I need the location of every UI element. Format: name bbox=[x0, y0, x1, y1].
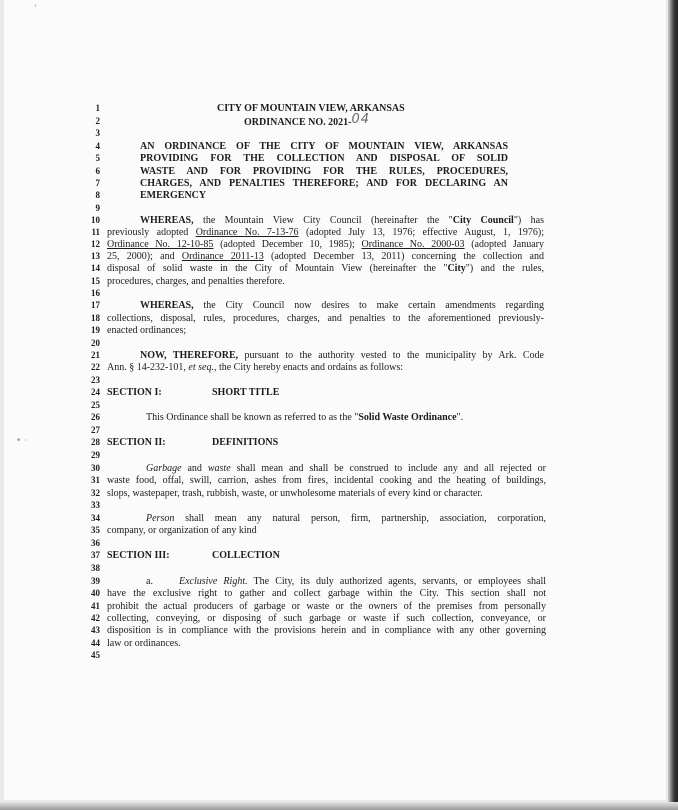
line-number: 9 bbox=[95, 203, 100, 213]
line-number: 2 bbox=[95, 116, 100, 126]
definition-line: slops, wastepaper, trash, rubbish, waste, or unwholesome materials of every kind or character. bbox=[107, 488, 483, 499]
line-number: 8 bbox=[95, 190, 100, 200]
line-number: 37 bbox=[91, 550, 100, 560]
therefore-paragraph-line: NOW, THEREFORE, pursuant to the authority vested to the municipality by Ark. Code bbox=[140, 350, 544, 361]
line-number: 27 bbox=[91, 425, 100, 435]
therefore-paragraph-line: Ann. § 14-232-101, et seq., the City hereby enacts and ordains as follows: bbox=[107, 362, 404, 373]
section-label: SECTION III: bbox=[107, 550, 170, 561]
ordinance-title-line: EMERGENCY bbox=[140, 190, 207, 201]
line-number: 5 bbox=[95, 153, 100, 163]
line-number: 10 bbox=[91, 215, 100, 225]
whereas-paragraph-line: collections, disposal, rules, procedures, charges, and penalties to the aforementioned previously- bbox=[107, 313, 544, 324]
ordinance-title-line: WASTE AND FOR PROVIDING FOR THE RULES, PROCEDURES, bbox=[140, 166, 508, 177]
line-number: 34 bbox=[91, 513, 100, 523]
whereas-paragraph-line: enacted ordinances; bbox=[107, 325, 187, 336]
city-heading: CITY OF MOUNTAIN VIEW, ARKANSAS bbox=[217, 103, 405, 114]
document-page bbox=[4, 0, 666, 800]
whereas-paragraph-line: disposal of solid waste in the City of Mountain View (hereinafter the "City") and the rules, bbox=[107, 263, 544, 274]
line-number: 43 bbox=[91, 625, 100, 635]
line-number: 40 bbox=[91, 588, 100, 598]
definition-line: Garbage and waste shall mean and shall be construed to include any and all rejected or bbox=[146, 463, 546, 474]
line-number: 45 bbox=[91, 650, 100, 660]
ordinance-title-line: AN ORDINANCE OF THE CITY OF MOUNTAIN VIEW, ARKANSAS bbox=[140, 141, 508, 152]
whereas-paragraph-line: previously adopted Ordinance No. 7-13-76 (adopted July 13, 1976; effective August, 1, 1976); bbox=[107, 227, 545, 238]
line-number: 25 bbox=[91, 400, 100, 410]
definition-line: company, or organization of any kind bbox=[107, 525, 257, 536]
line-number: 21 bbox=[91, 350, 100, 360]
line-number: 19 bbox=[91, 325, 100, 335]
line-number: 23 bbox=[91, 375, 100, 385]
section-title: DEFINITIONS bbox=[212, 437, 279, 448]
whereas-paragraph-line: Ordinance No. 12-10-85 (adopted December 10, 1985); Ordinance No. 2000-03 (adopted January bbox=[107, 239, 544, 250]
whereas-paragraph-line: procedures, charges, and penalties therefore. bbox=[107, 276, 285, 287]
line-number: 41 bbox=[91, 601, 100, 611]
ordinance-reference: Ordinance No. 7-13-76 bbox=[195, 227, 299, 238]
definition-line: Person shall mean any natural person, firm, partnership, association, corporation, bbox=[146, 513, 546, 524]
line-number: 1 bbox=[95, 103, 100, 113]
line-number: 36 bbox=[91, 538, 100, 548]
ordinance-reference: Ordinance No. 2000-03 bbox=[361, 239, 465, 250]
line-number: 30 bbox=[91, 463, 100, 473]
line-number: 12 bbox=[91, 239, 100, 249]
line-number: 38 bbox=[91, 563, 100, 573]
whereas-paragraph-line: 25, 2000); and Ordinance 2011-13 (adopted December 13, 2011) concerning the collection and bbox=[107, 251, 544, 262]
line-number: 28 bbox=[91, 437, 100, 447]
collection-line: prohibit the actual producers of garbage or waste or the owners of the premises from personally bbox=[107, 601, 546, 612]
scan-edge bbox=[668, 0, 678, 810]
collection-line: Exclusive Right. The City, its duly authorized agents, servants, or employees shall bbox=[179, 576, 546, 587]
line-number: 11 bbox=[91, 227, 100, 237]
line-number: 31 bbox=[91, 475, 100, 485]
definition-line: waste food, offal, swill, carrion, ashes from fires, incidental cooking and the heating of buildings, bbox=[107, 475, 546, 486]
whereas-paragraph-line: WHEREAS, the Mountain View City Council (hereinafter the "City Council") has bbox=[140, 215, 544, 226]
handwritten-number: 04 bbox=[351, 112, 371, 127]
line-number: 17 bbox=[91, 300, 100, 310]
collection-line: law or ordinances. bbox=[107, 638, 181, 649]
scan-speck: • · bbox=[16, 436, 28, 446]
line-number: 33 bbox=[91, 500, 100, 510]
line-number: 24 bbox=[91, 387, 100, 397]
line-number: 32 bbox=[91, 488, 100, 498]
section-label: SECTION I: bbox=[107, 387, 162, 398]
section-label: SECTION II: bbox=[107, 437, 166, 448]
ordinance-reference: Ordinance 2011-13 bbox=[181, 251, 264, 262]
line-number: 26 bbox=[91, 412, 100, 422]
line-number: 7 bbox=[95, 178, 100, 188]
section-title: SHORT TITLE bbox=[212, 387, 280, 398]
line-number: 22 bbox=[91, 362, 100, 372]
line-number: 44 bbox=[91, 638, 100, 648]
line-number: 6 bbox=[95, 166, 100, 176]
subsection-marker: a. bbox=[146, 576, 153, 587]
line-number: 13 bbox=[91, 251, 100, 261]
ordinance-reference: Ordinance No. 12-10-85 bbox=[107, 239, 214, 250]
line-number: 18 bbox=[91, 313, 100, 323]
ordinance-number: ORDINANCE NO. 2021-04 bbox=[244, 112, 371, 128]
collection-line: disposition is in compliance with the provisions herein and in compliance with any other governing bbox=[107, 625, 546, 636]
line-number: 15 bbox=[91, 276, 100, 286]
section-body-line: This Ordinance shall be known as referred to as the "Solid Waste Ordinance". bbox=[146, 412, 464, 423]
ordinance-title-line: PROVIDING FOR THE COLLECTION AND DISPOSAL OF SOLID bbox=[140, 153, 508, 164]
line-number: 42 bbox=[91, 613, 100, 623]
line-number: 20 bbox=[91, 338, 100, 348]
scan-edge-bottom bbox=[0, 802, 678, 810]
section-title: COLLECTION bbox=[212, 550, 280, 561]
line-number: 16 bbox=[91, 288, 100, 298]
line-number: 3 bbox=[95, 128, 100, 138]
collection-line: have the exclusive right to gather and collect garbage within the City. This section shall not bbox=[107, 588, 546, 599]
collection-line: collecting, conveying, or disposing of such garbage or waste if such collection, conveyance, or bbox=[107, 613, 546, 624]
line-number: 4 bbox=[95, 141, 100, 151]
line-number: 29 bbox=[91, 450, 100, 460]
line-number: 14 bbox=[91, 263, 100, 273]
line-number: 39 bbox=[91, 576, 100, 586]
line-number: 35 bbox=[91, 525, 100, 535]
whereas-paragraph-line: WHEREAS, the City Council now desires to make certain amendments regarding bbox=[140, 300, 544, 311]
ordinance-title-line: CHARGES, AND PENALTIES THEREFORE; AND FOR DECLARING AN bbox=[140, 178, 508, 189]
scan-speck: ' bbox=[34, 4, 37, 14]
